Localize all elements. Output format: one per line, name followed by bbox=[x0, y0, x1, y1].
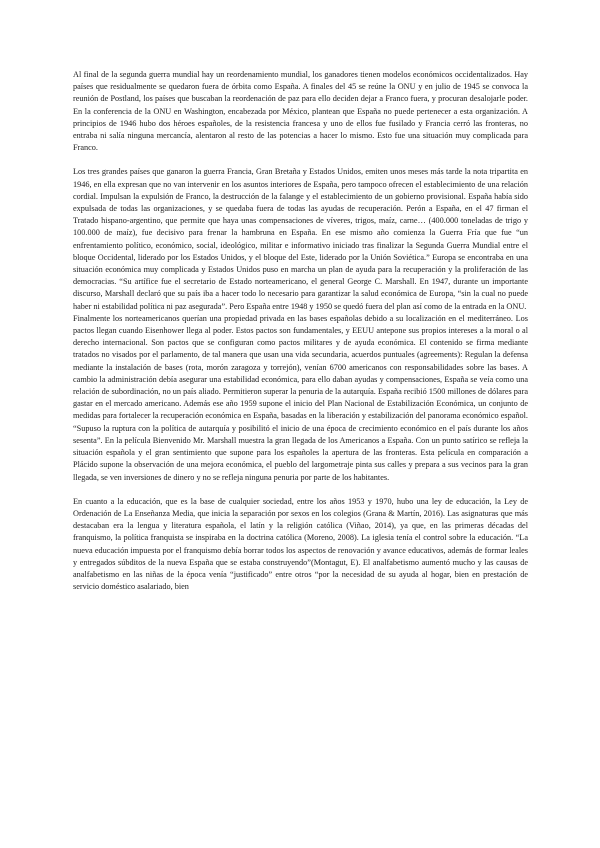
document-body bbox=[73, 69, 528, 593]
paragraph-gap bbox=[73, 484, 528, 496]
paragraph-education: En cuanto a la educación, que es la base de cualquier sociedad, entre los años 1953 y 1970, hubo una ley de educación, la Ley de Ordenación de La Enseñanza Media, que inicia la separación por sexos en los colegios (Grana & Martín, 2016). Las asignaturas que más destacaban era la lengua y literatura española, el latín y la religión católica (Viñao, 2014), ya que, en las primeras décadas del franquismo, la política franquista se inspiraba en la doctrina católica (Moreno, 2008). La iglesia tenía el control sobre la educación. “La nueva educación impuesta por el franquismo debía borrar todos los aspectos de renovación y avance educativos, además de formar leales y entregados súbditos de la nueva España que se estaba construyendo”(Montagut, E). El analfabetismo aumentó mucho y las causas de analfabetismo en las niñas de la época venía “justificado” entre otros “por la necesidad de su ayuda al hogar, bien en prestación de servicio doméstico asalariado, bien bbox=[73, 496, 528, 592]
paragraph-us-pacts: Finalmente los norteamericanos querían una propiedad privada en las bases españolas debido a su localización en el mediterráneo. Los pactos llegan cuando Eisenhower llega al poder. Estos pactos son fundamentales, y EEUU antepone sus propios intereses a la moral o al derecho internacional. Son pactos que se configuran como pactos militares y de ayuda económica. El contenido se firma mediante tratados no visados por el parlamento, de tal manera que usan una vida secundaria, acuerdos puntuales (agreements): Regulan la defensa mediante la instalación de bases (rota, morón zaragoza y torrejón), venían 6700 americanos con responsabilidades sobre las bases. A cambio la administración debía asegurar una estabilidad económica, para ello daban ayudas y compensaciones, España se veía como una relación de subordinación, no un país aliado. Permitieron superar la penuria de la autarquía. España recibió 1500 millones de dólares para gastar en el mercado americano. Además ese año 1959 supone el inicio del Plan Nacional de Estabilización Económica, un conjunto de medidas para fortalecer la recuperación económica en España, basadas en la liberación y estabilización del panorama económico español. “Supuso la ruptura con la política de autarquía y posibilitó el inicio de una época de crecimiento económico en el país durante los años sesenta”. En la película Bienvenido Mr. Marshall muestra la gran llegada de los Americanos a España. Con un punto satírico se refleja la situación española y el gran sentimiento que supone para los españoles la apertura de las fronteras. Esta película en comparación a Plácido supone la observación de una mejora económica, el pueblo del largometraje pinta sus calles y prepara a sus vecinos para la gran llegada, se ven inversiones de dinero y no se refleja ninguna penuria por parte de los habitantes. bbox=[73, 313, 528, 482]
paragraph-postwar: Al final de la segunda guerra mundial hay un reordenamiento mundial, los ganadores tienen modelos económicos occidentalizados. Hay países que residualmente se quedaron fuera de órbita como España. A finales del 45 se reúne la ONU y en julio de 1945 se convoca la reunión de Postland, los países que buscaban la reordenación de paz para ello deciden dejar a Franco fuera, y procuran desalojarle poder. En la conferencia de la ONU en Washington, encabezada por México, plantean que España no puede pertenecer a esta organización. A principios de 1946 hubo dos héroes españoles, de la resistencia francesa y uno de ellos fue fusilado y Francia cerró las fronteras, no entraba ni salía ninguna mercancía, alentaron al resto de las potencias a hacer lo mismo. Esto fue una situación muy complicada para Franco. bbox=[73, 70, 528, 153]
paragraph-tripartite-note: Los tres grandes países que ganaron la guerra Francia, Gran Bretaña y Estados Unidos, emiten unos meses más tarde la nota tripartita en 1946, en ella expresan que no van intervenir en los asuntos interiores de España, pero tampoco ofrecen el establecimiento de una relación cordial. Impulsan la expulsión de Franco, la destrucción de la falange y el establecimiento de un gobierno provisional. España había sido expulsada de todas las organizaciones, y se quedaba fuera de todas las ayudas de recuperación. Perón a España, en el 47 firman el Tratado hispano-argentino, que permite que haya unas compensaciones de víveres, trigos, maíz, carne… (400.000 toneladas de trigo y 100.000 de maíz), fue decisivo para frenar la hambruna en España. En ese mismo año comienza la Guerra Fría que fue “un enfrentamiento político, económico, social, ideológico, militar e informativo iniciado tras finalizar la Segunda Guerra Mundial entre el bloque Occidental, liderado por los Estados Unidos, y el bloque del Este, liderado por la Unión Soviética.” Europa se encontraba en una situación económica muy complicada y Estados Unidos puso en marcha un plan de ayuda para la recuperación y la proliferación de las democracias. “Su artífice fue el secretario de Estado norteamericano, el general George C. Marshall. En 1947, durante un importante discurso, Marshall declaró que su país iba a hacer todo lo necesario para garantizar la salud económica de Europa, “sin la cual no puede haber ni estabilidad política ni paz asegurada”. Pero España entre 1948 y 1950 se quedó fuera del plan así como de la entrada en la ONU. bbox=[73, 167, 528, 311]
paragraph-gap bbox=[73, 154, 528, 166]
